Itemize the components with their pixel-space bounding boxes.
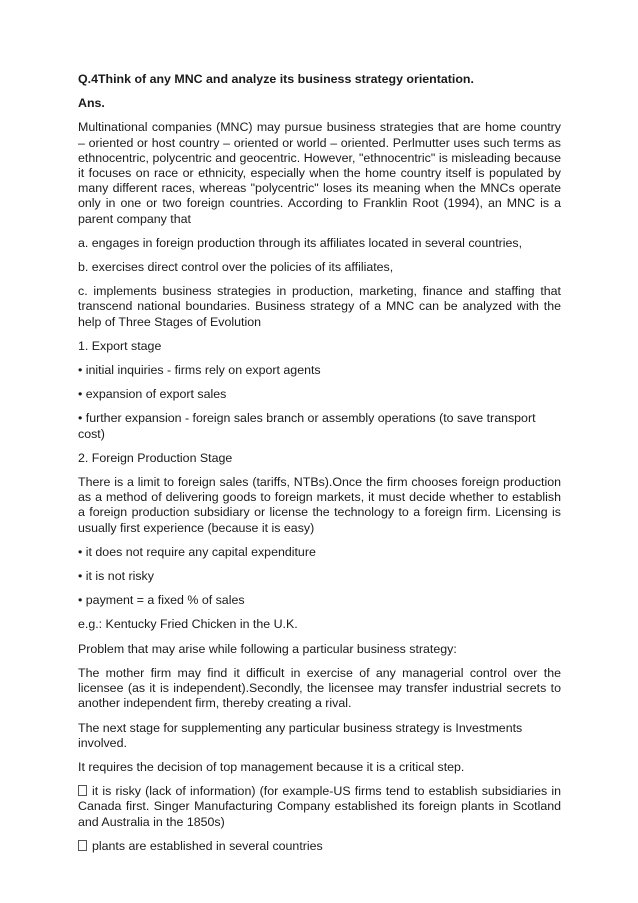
answer-label: Ans. — [78, 96, 105, 111]
box-bullet-text: plants are established in several countries — [92, 838, 323, 853]
export-stage-heading: 1. Export stage — [78, 338, 162, 353]
top-management-paragraph: It requires the decision of top management because it is a critical step. — [78, 759, 465, 774]
box-bullet-item — [78, 784, 561, 830]
list-item-c: c. implements business strategies in production, marketing, finance and staffing that transcend national boundaries. Business strategy of a MNC can be analyzed with the help of Three Stages of Evolution — [78, 284, 561, 329]
list-item-a: a. engages in foreign production through its affiliates located in several countries, — [78, 235, 523, 250]
checkbox-glyph-icon — [78, 785, 87, 796]
document-page — [78, 72, 561, 863]
box-bullet-item — [78, 839, 561, 854]
problem-paragraph: The mother firm may find it difficult in exercise of any managerial control over the licensee (as it is independent).Secondly, the licensee may transfer industrial secrets to another independent firm, thereby creating a rival. — [78, 665, 561, 711]
bullet-item: • payment = a fixed % of sales — [78, 593, 245, 608]
bullet-item: • it does not require any capital expenditure — [78, 544, 316, 559]
question-heading: Q.4Think of any MNC and analyze its business strategy orientation. — [78, 72, 474, 86]
problem-heading: Problem that may arise while following a particular business strategy: — [78, 641, 457, 656]
box-bullet-text: it is risky (lack of information) (for example-US firms tend to establish subsidiaries in Canada first. Singer Manufacturing Company established its foreign plants in Scotland and Australia in the 1850s) — [78, 784, 561, 829]
foreign-production-paragraph: There is a limit to foreign sales (tariffs, NTBs).Once the firm chooses foreign production as a method of delivering goods to foreign markets, it must decide whether to establish a foreign production subsidiary or license the technology to a foreign firm. Licensing is usually first experience (because it is easy) — [78, 475, 561, 535]
bullet-item: • initial inquiries - firms rely on export agents — [78, 363, 321, 378]
next-stage-paragraph: The next stage for supplementing any particular business strategy is Investments involved. — [78, 720, 523, 750]
bullet-item: • further expansion - foreign sales branch or assembly operations (to save transport cost) — [78, 411, 536, 441]
intro-paragraph: Multinational companies (MNC) may pursue business strategies that are home country – oriented or host country – oriented or world – oriented. Perlmutter uses such terms as ethnocentric, polycentric and geocentric. However, "ethnocentric" is misleading because it focuses on race or ethnicity, especially when the home country itself is populated by many different races, whereas "polycentric" loses its meaning when the MNCs operate only in one or two foreign countries. According to Franklin Root (1994), an MNC is a parent company that — [78, 120, 561, 226]
bullet-item: • it is not risky — [78, 569, 154, 584]
checkbox-glyph-icon — [78, 840, 87, 851]
example-line: e.g.: Kentucky Fried Chicken in the U.K. — [78, 617, 298, 632]
foreign-production-heading: 2. Foreign Production Stage — [78, 450, 233, 465]
list-item-b: b. exercises direct control over the policies of its affiliates, — [78, 260, 394, 275]
bullet-item: • expansion of export sales — [78, 387, 227, 402]
